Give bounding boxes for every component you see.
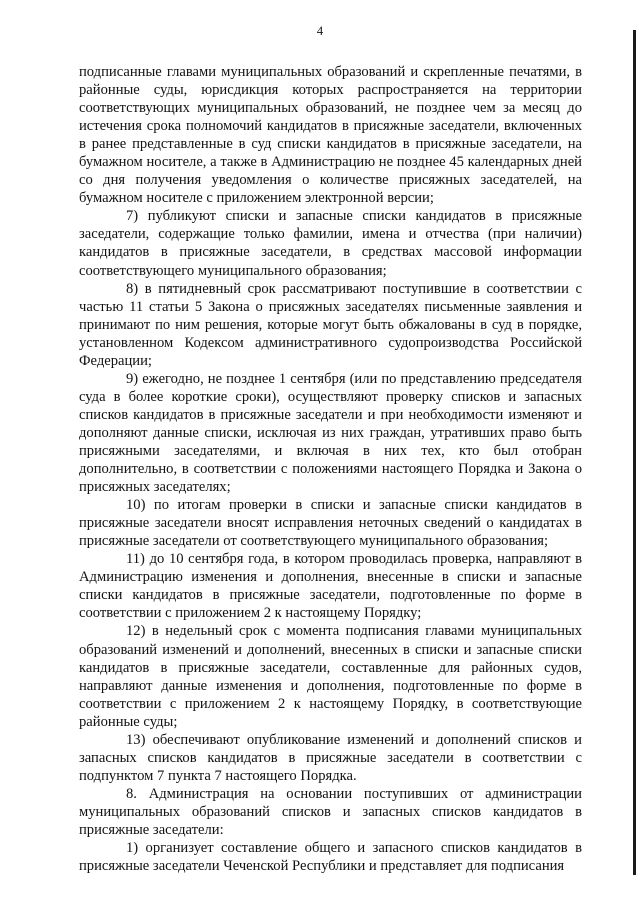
document-body xyxy=(79,63,582,875)
page-number: 4 xyxy=(316,24,324,38)
paragraph-item-10: 10) по итогам проверки в списки и запасные списки кандидатов в присяжные заседатели вносят исправления неточных сведений о кандидатах в присяжные заседатели от соответствующего муниципального образования; xyxy=(79,497,582,550)
paragraph-section-8-item-1: 1) организует составление общего и запасного списков кандидатов в присяжные заседатели Чеченской Республики и представляет для подписания xyxy=(79,840,582,875)
page-edge-rule xyxy=(633,30,636,875)
paragraph-item-7: 7) публикуют списки и запасные списки кандидатов в присяжные заседатели, содержащие только фамилии, имена и отчества (при наличии) кандидатов в присяжные заседатели, в средствах массовой информации соответствующего муниципального образования; xyxy=(79,208,582,279)
paragraph-section-8: 8. Администрация на основании поступивших от администрации муниципальных образований списков и запасных списков кандидатов в присяжные заседатели: xyxy=(79,785,582,838)
paragraph-item-11: 11) до 10 сентября года, в котором проводилась проверка, направляют в Администрацию изменения и дополнения, внесенные в списки и запасные списки кандидатов в присяжные заседатели, подготовленные по форме в соответствии с приложением 2 к настоящему Порядку; xyxy=(79,551,582,622)
paragraph-item-12: 12) в недельный срок с момента подписания главами муниципальных образований изменений и дополнений, внесенных в списки и запасные списки кандидатов в присяжные заседатели, составленные для районных судов, направляют данные изменения и дополнения, подготовленные по форме в соответствии с приложением 2 к настоящему Порядку, в соответствующие районные суды; xyxy=(79,623,582,730)
paragraph-item-9: 9) ежегодно, не позднее 1 сентября (или по представлению председателя суда в более короткие сроки), осуществляют проверку списков и запасных списков кандидатов в присяжные заседатели и при необходимости изменяют и дополняют данные списки, исключая из них граждан, утративших право быть присяжными заседателями, и включая в них тех, кто был отобран дополнительно, в соответствии с положениями настоящего Порядка и Закона о присяжных заседателях; xyxy=(79,370,582,496)
paragraph-item-8: 8) в пятидневный срок рассматривают поступившие в соответствии с частью 11 статьи 5 Закона о присяжных заседателях письменные заявления и принимают по ним решения, которые могут быть обжалованы в суд в порядке, установленном Кодексом административного судопроизводства Российской Федерации; xyxy=(79,280,582,369)
paragraph-item-13: 13) обеспечивают опубликование изменений и дополнений списков и запасных списков кандидатов в присяжные заседатели в соответствии с подпунктом 7 пункта 7 настоящего Порядка. xyxy=(79,731,582,784)
paragraph-continuation: подписанные главами муниципальных образований и скрепленные печатями, в районные суды, юрисдикция которых распространяется на территории соответствующих муниципальных образований, не позднее чем за месяц до истечения срока полномочий кандидатов в присяжные заседатели, включенных в ранее представленные в суд списки кандидатов в присяжные заседатели, на бумажном носителе, а также в Администрацию не позднее 45 календарных дней со дня получения уведомления о количестве присяжных заседателей, на бумажном носителе с приложением электронной версии; xyxy=(79,64,582,207)
